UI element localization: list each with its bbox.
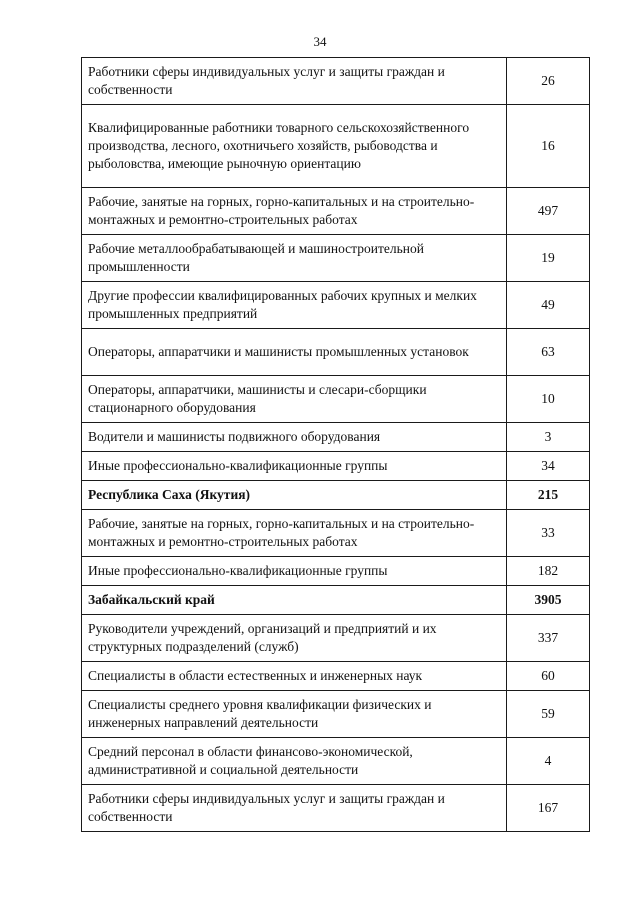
occupation-count: 49: [507, 282, 590, 329]
occupation-count: 337: [507, 615, 590, 662]
occupation-count: 16: [507, 105, 590, 188]
occupation-count: 182: [507, 557, 590, 586]
occupation-count: 34: [507, 452, 590, 481]
table-row: [82, 105, 590, 188]
table-row: [82, 282, 590, 329]
table-row: [82, 557, 590, 586]
occupation-name: Работники сферы индивидуальных услуг и защиты граждан и собственности: [82, 785, 507, 832]
region-total: 215: [507, 481, 590, 510]
occupation-name: Другие профессии квалифицированных рабочих крупных и мелких промышленных предприятий: [82, 282, 507, 329]
occupation-name: Иные профессионально-квалификационные группы: [82, 557, 507, 586]
table-row: [82, 691, 590, 738]
occupation-name: Рабочие, занятые на горных, горно-капитальных и на строительно-монтажных и ремонтно-строительных работах: [82, 510, 507, 557]
occupation-name: Квалифицированные работники товарного сельскохозяйственного производства, лесного, охотничьего хозяйств, рыбоводства и рыболовства, имеющие рыночную ориентацию: [82, 105, 507, 188]
table-row: [82, 785, 590, 832]
occupation-count: 26: [507, 58, 590, 105]
occupation-count: 497: [507, 188, 590, 235]
table-row: [82, 423, 590, 452]
occupation-name: Операторы, аппаратчики и машинисты промышленных установок: [82, 329, 507, 376]
table-row: [82, 738, 590, 785]
occupation-name: Работники сферы индивидуальных услуг и защиты граждан и собственности: [82, 58, 507, 105]
table-row: [82, 510, 590, 557]
occupation-name: Водители и машинисты подвижного оборудования: [82, 423, 507, 452]
occupation-count: 60: [507, 662, 590, 691]
table-row: [82, 235, 590, 282]
table-row: [82, 662, 590, 691]
occupation-name: Операторы, аппаратчики, машинисты и слесари-сборщики стационарного оборудования: [82, 376, 507, 423]
occupation-count: 63: [507, 329, 590, 376]
table-row: [82, 329, 590, 376]
occupation-name: Средний персонал в области финансово-экономической, административной и социальной деятельности: [82, 738, 507, 785]
occupation-table: [81, 57, 590, 832]
occupation-count: 33: [507, 510, 590, 557]
occupation-name: Специалисты среднего уровня квалификации физических и инженерных направлений деятельности: [82, 691, 507, 738]
table-row: [82, 58, 590, 105]
occupation-count: 19: [507, 235, 590, 282]
occupation-name: Рабочие металлообрабатывающей и машиностроительной промышленности: [82, 235, 507, 282]
occupation-name: Специалисты в области естественных и инженерных наук: [82, 662, 507, 691]
table-row: [82, 452, 590, 481]
region-row: [82, 481, 590, 510]
region-total: 3905: [507, 586, 590, 615]
occupation-count: 167: [507, 785, 590, 832]
region-row: [82, 586, 590, 615]
table-row: [82, 615, 590, 662]
table-row: [82, 376, 590, 423]
region-name: Забайкальский край: [82, 586, 507, 615]
occupation-count: 10: [507, 376, 590, 423]
occupation-count: 4: [507, 738, 590, 785]
page-number: 34: [313, 34, 327, 49]
occupation-count: 3: [507, 423, 590, 452]
occupation-name: Иные профессионально-квалификационные группы: [82, 452, 507, 481]
occupation-name: Рабочие, занятые на горных, горно-капитальных и на строительно-монтажных и ремонтно-строительных работах: [82, 188, 507, 235]
occupation-count: 59: [507, 691, 590, 738]
region-name: Республика Саха (Якутия): [82, 481, 507, 510]
table-row: [82, 188, 590, 235]
occupation-name: Руководители учреждений, организаций и предприятий и их структурных подразделений (служб): [82, 615, 507, 662]
